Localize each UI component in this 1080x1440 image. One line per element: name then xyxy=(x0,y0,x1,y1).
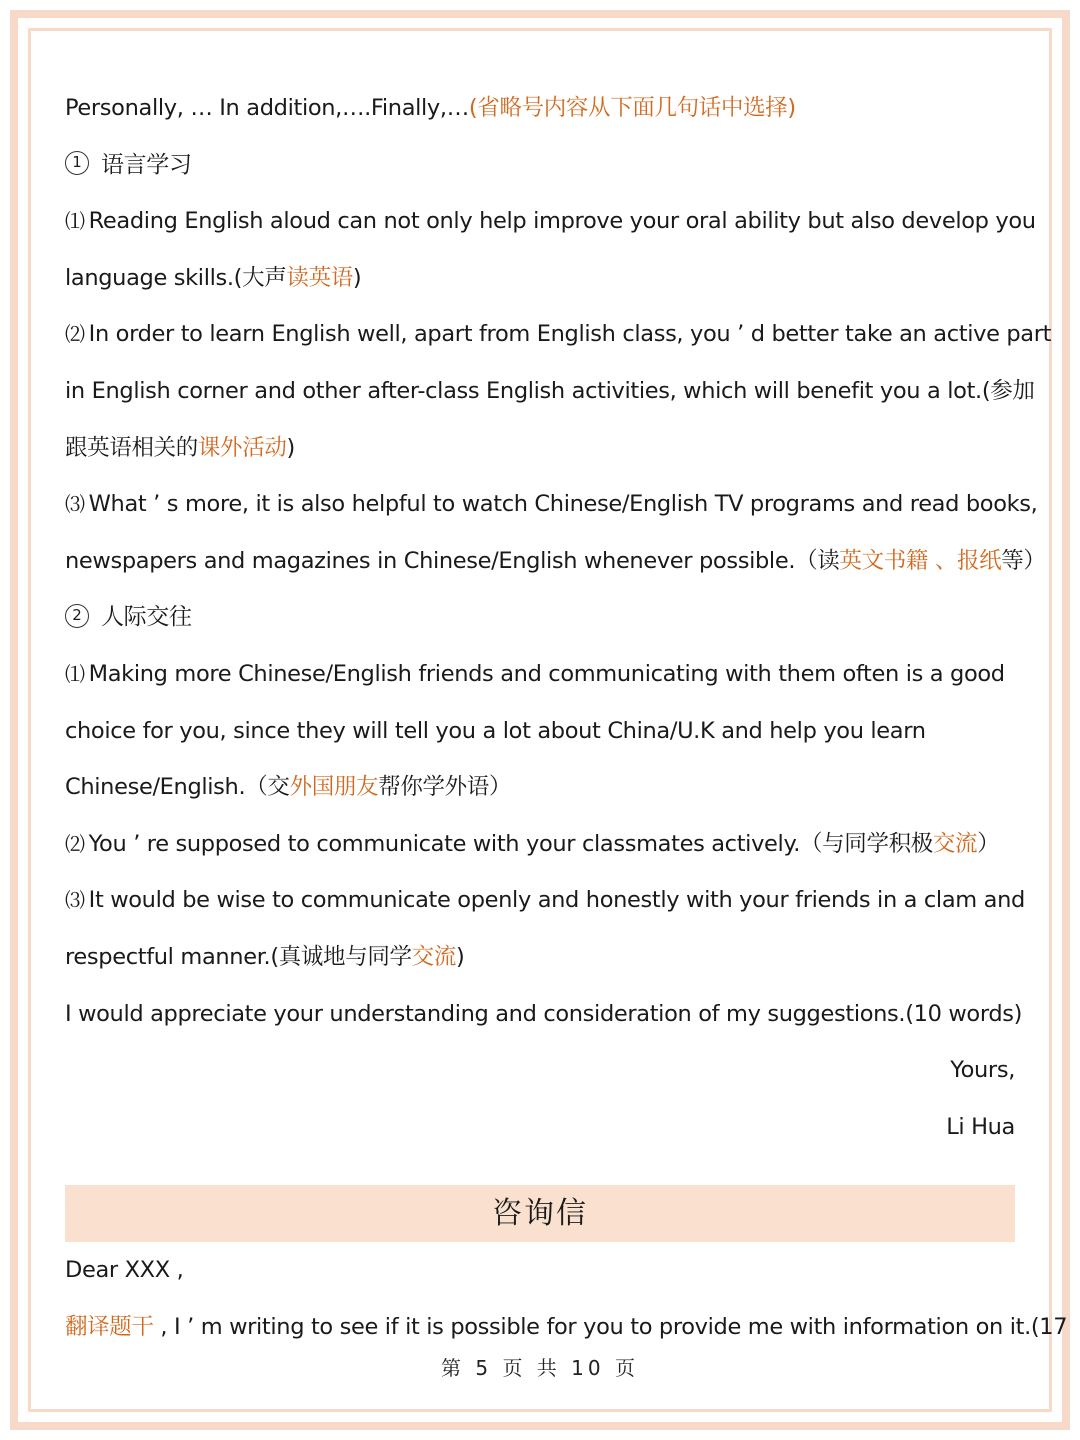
s1-item2-line1 xyxy=(65,306,1052,363)
item-number: ⑴ xyxy=(65,661,85,686)
item-number: ⑵ xyxy=(65,322,85,347)
item-text: Reading English aloud can not only help improve your oral ability but also develop you xyxy=(88,208,1036,235)
item-text: ） xyxy=(977,830,1000,857)
intro-line xyxy=(65,80,1015,137)
highlight-text: 英文书籍 、报纸 xyxy=(839,547,1002,574)
item-text: newspapers and magazines in Chinese/English whenever possible.（读 xyxy=(65,547,840,574)
section1-number: 1 xyxy=(65,151,89,175)
page-footer xyxy=(0,1352,1080,1381)
section2-heading xyxy=(65,589,1015,646)
s2-item1-line3 xyxy=(65,759,1015,816)
signature: Li Hua xyxy=(946,1113,1015,1140)
intro-hint: (省略号内容从下面几句话中选择) xyxy=(468,95,796,121)
s1-item1-line1 xyxy=(65,193,1036,250)
s1-item3-line2 xyxy=(65,533,1046,590)
s2-item1-line1 xyxy=(65,646,1015,703)
item-text: 帮你学外语） xyxy=(378,774,512,801)
section2-number: 2 xyxy=(65,604,89,628)
item-text: ) xyxy=(286,434,295,461)
item-text: choice for you, since they will tell you a lot about China/U.K and help you learn xyxy=(65,717,926,744)
s2-item3-line1 xyxy=(65,872,1025,929)
highlight-text: 交流 xyxy=(932,830,978,857)
letter-body xyxy=(65,80,1052,1155)
s1-item2-line2 xyxy=(65,363,1035,420)
letter2-greeting xyxy=(65,1242,1015,1299)
item-text: Making more Chinese/English friends and communicating with them often is a good xyxy=(88,660,1005,687)
item-text: , I ’ m writing to see if it is possible for you to provide me with information on it.(17 xyxy=(153,1313,1068,1340)
section-title: 咨询信 xyxy=(492,1196,588,1231)
s2-item2-line1 xyxy=(65,816,1015,873)
item-text: ) xyxy=(455,943,465,970)
item-text: 跟英语相关的 xyxy=(65,434,198,461)
closing-sentence xyxy=(65,986,1023,1043)
s2-item3-line2 xyxy=(65,929,1015,986)
item-number: ⑵ xyxy=(65,831,85,856)
item-text: It would be wise to communicate openly and honestly with your friends in a clam and xyxy=(88,887,1025,914)
closing-yours xyxy=(65,1042,1015,1099)
item-text: in English corner and other after-class English activities, which will benefit you a lot.(参加 xyxy=(65,377,1035,404)
s2-item1-line2 xyxy=(65,703,1015,760)
section1-title: 语言学习 xyxy=(101,151,192,178)
page-number: 第 5 页 共 10 页 xyxy=(441,1356,639,1380)
closing-text: I would appreciate your understanding and consideration of my suggestions.(10 words) xyxy=(65,1000,1023,1027)
highlight-text: 课外活动 xyxy=(197,434,287,461)
valediction: Yours, xyxy=(950,1057,1015,1084)
highlight-text: 交流 xyxy=(411,943,456,970)
section1-heading xyxy=(65,137,1015,194)
item-number: ⑴ xyxy=(65,209,85,234)
item-text: 等） xyxy=(1001,547,1046,574)
highlight-text: 外国朋友 xyxy=(289,774,379,801)
item-text: In order to learn English well, apart from English class, you ’ d better take an active part xyxy=(88,321,1052,348)
item-text: You ’ re supposed to communicate with your classmates actively.（与同学积极 xyxy=(88,830,933,857)
letter2-body xyxy=(65,1242,1068,1355)
greeting: Dear XXX , xyxy=(65,1257,184,1283)
item-number: ⑶ xyxy=(65,888,85,913)
item-text: language skills.(大声 xyxy=(65,264,287,291)
closing-signature xyxy=(65,1099,1015,1156)
highlight-text: 读英语 xyxy=(286,264,353,291)
item-text: ) xyxy=(352,264,362,291)
item-number: ⑶ xyxy=(65,492,85,517)
s1-item1-line2 xyxy=(65,250,1015,307)
s1-item2-line3 xyxy=(65,420,1015,477)
item-text: respectful manner.(真诚地与同学 xyxy=(65,943,412,970)
s1-item3-line1 xyxy=(65,476,1038,533)
intro-text: Personally, … In addition,….Finally,… xyxy=(65,95,469,121)
letter2-first-line xyxy=(65,1299,1068,1356)
item-text: Chinese/English.（交 xyxy=(65,774,290,801)
item-text: What ’ s more, it is also helpful to watch Chinese/English TV programs and read books, xyxy=(88,491,1038,518)
section-title-bar xyxy=(65,1185,1015,1242)
section2-title: 人际交往 xyxy=(101,604,192,631)
highlight-text: 翻译题干 xyxy=(65,1313,154,1340)
